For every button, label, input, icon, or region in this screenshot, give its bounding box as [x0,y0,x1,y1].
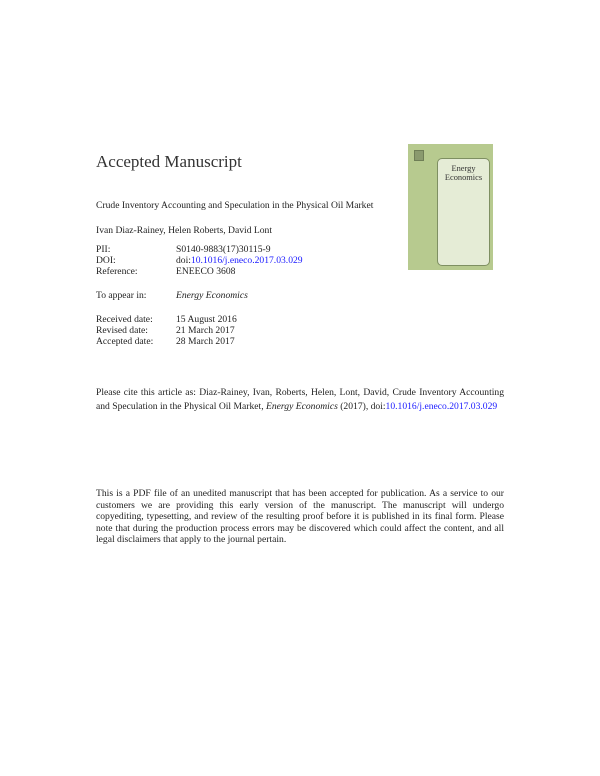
revised-label: Revised date: [96,325,148,336]
authors: Ivan Diaz-Rainey, Helen Roberts, David Lont [96,225,273,236]
citation-paragraph [96,386,504,413]
received-value: 15 August 2016 [176,314,237,325]
citation-doi-link[interactable]: 10.1016/j.eneco.2017.03.029 [385,400,498,412]
journal-cover-image [408,144,493,270]
article-title: Crude Inventory Accounting and Speculation in the Physical Oil Market [96,200,374,211]
accepted-label: Accepted date: [96,336,154,347]
reference-label: Reference: [96,266,138,277]
reference-row [96,266,235,277]
revised-value: 21 March 2017 [176,325,235,336]
pii-label: PII: [96,244,111,255]
doi-label: DOI: [96,255,116,266]
citation-journal: Energy Economics [266,400,338,412]
doi-prefix: doi: [176,255,191,266]
accepted-value: 28 March 2017 [176,336,235,347]
appear-row [96,290,248,301]
pii-row [96,244,271,255]
received-label: Received date: [96,314,153,325]
cover-title-box [437,158,490,266]
pii-value: S0140-9883(17)30115-9 [176,244,271,255]
revised-row [96,325,235,336]
reference-value: ENEECO 3608 [176,266,236,277]
disclaimer-paragraph: This is a PDF file of an unedited manuscript that has been accepted for publication. As a service to our customers we are providing this early version of the manuscript. The manuscript will undergo copyediting, typesetting, and review of the resulting proof before it is published in its final form. Please note that during the production process errors may be discovered which could affect the content, and all legal disclaimers that apply to the journal pertain. [96,488,504,546]
publisher-logo-icon [414,150,424,161]
accepted-row [96,336,235,347]
citation-year: (2017), doi: [337,400,386,412]
journal-name: Energy Economics [176,290,248,301]
page-title: Accepted Manuscript [96,152,242,171]
citation-text: Please cite this article as: Diaz-Rainey, Ivan, Roberts, Helen, Lont, David, Crude Inventory Accounting and Speculation in the Physical Oil Market, [96,387,504,412]
doi-link[interactable]: 10.1016/j.eneco.2017.03.029 [190,255,303,266]
received-row [96,314,237,325]
cover-journal-title: Energy Economics [444,164,483,182]
doi-row [96,255,303,266]
appear-label: To appear in: [96,290,147,301]
